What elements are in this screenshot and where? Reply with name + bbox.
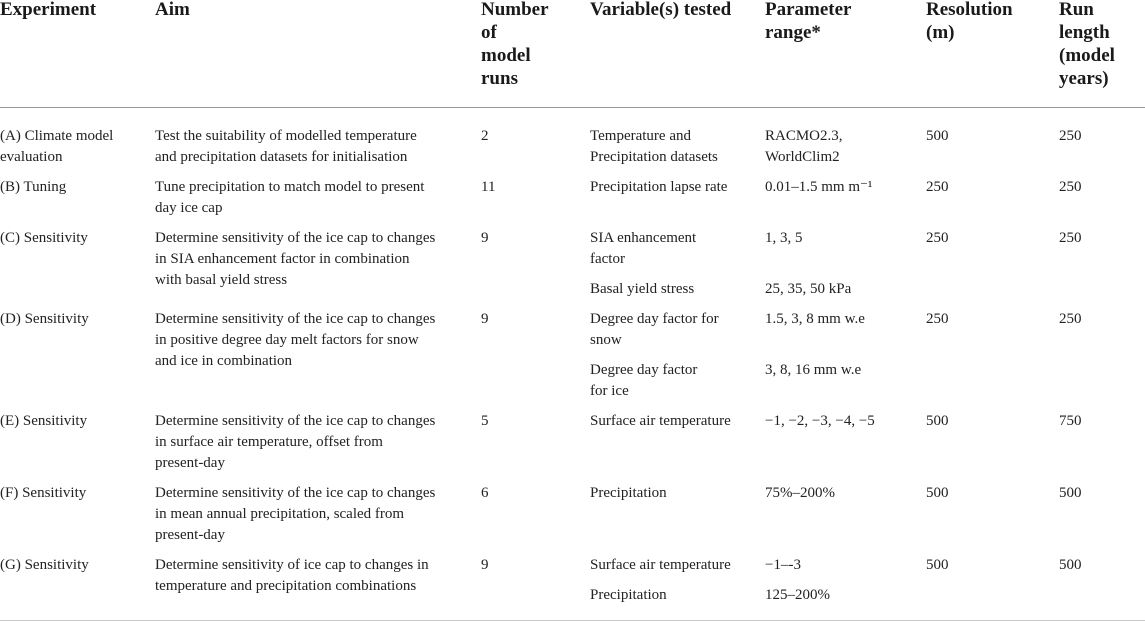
runs-cell — [481, 402, 590, 474]
experiment-cell-text: (C) Sensitivity — [0, 230, 88, 246]
header-param-line: Parameter — [765, 0, 852, 20]
aim-cell-text: and precipitation datasets for initialisation — [155, 149, 408, 165]
runs-cell — [481, 168, 590, 219]
runs-cell — [481, 219, 590, 300]
table-header — [0, 0, 1145, 108]
header-resolution-line: Resolution — [926, 0, 1013, 20]
resolution-cell — [926, 219, 1059, 300]
param-cell — [765, 108, 926, 169]
header-resolution — [926, 0, 1059, 108]
param-cell-text: 125–200% — [765, 587, 830, 603]
variables-cell-text: Temperature and — [590, 128, 691, 144]
experiment-cell — [0, 402, 155, 474]
variables-cell-text: Precipitation — [590, 485, 667, 501]
header-experiment: Experiment — [0, 0, 97, 20]
aim-cell — [155, 168, 481, 219]
runs-cell — [481, 300, 590, 402]
experiment-cell-text: (F) Sensitivity — [0, 485, 87, 501]
runs-cell-text: 9 — [481, 230, 489, 246]
param-cell — [765, 219, 926, 270]
variables-cell — [590, 168, 765, 219]
param-cell-text: −1–-3 — [765, 557, 801, 573]
resolution-cell — [926, 402, 1059, 474]
aim-cell-text: in positive degree day melt factors for snow — [155, 332, 419, 348]
aim-cell-text: Determine sensitivity of the ice cap to changes — [155, 230, 436, 246]
runs-cell-text: 9 — [481, 557, 489, 573]
param-cell — [765, 270, 926, 300]
resolution-cell-text: 500 — [926, 413, 949, 429]
aim-cell-text: temperature and precipitation combinations — [155, 578, 417, 594]
header-runs-line: runs — [481, 68, 518, 89]
header-variables: Variable(s) tested — [590, 0, 732, 20]
aim-cell-text: Tune precipitation to match model to present — [155, 179, 425, 195]
aim-cell — [155, 402, 481, 474]
experiment-cell — [0, 108, 155, 169]
header-runs-line: Number — [481, 0, 549, 20]
resolution-cell — [926, 300, 1059, 402]
resolution-cell — [926, 474, 1059, 546]
aim-cell — [155, 546, 481, 621]
experiment-cell-text: (B) Tuning — [0, 179, 67, 195]
experiment-cell-text: (A) Climate model — [0, 128, 114, 144]
table-row — [0, 546, 1145, 576]
runs-cell — [481, 474, 590, 546]
aim-cell — [155, 219, 481, 300]
table-row — [0, 168, 1145, 219]
experiment-cell — [0, 168, 155, 219]
variables-cell — [590, 219, 765, 270]
param-cell-text: 0.01–1.5 mm m⁻¹ — [765, 179, 873, 195]
aim-cell — [155, 300, 481, 402]
aim-cell-text: Test the suitability of modelled temperature — [155, 128, 417, 144]
table-row — [0, 108, 1145, 169]
param-cell — [765, 474, 926, 546]
header-param-line: range* — [765, 22, 821, 43]
header-runlength-line: length — [1059, 22, 1110, 43]
run-length-cell-text: 250 — [1059, 311, 1082, 327]
run-length-cell-text: 750 — [1059, 413, 1082, 429]
aim-cell-text: and ice in combination — [155, 353, 293, 369]
param-cell — [765, 402, 926, 474]
resolution-cell-text: 250 — [926, 230, 949, 246]
resolution-cell-text: 500 — [926, 128, 949, 144]
variables-cell-text: SIA enhancement — [590, 230, 697, 246]
runs-cell — [481, 546, 590, 621]
param-cell-text: 1.5, 3, 8 mm w.e — [765, 311, 865, 327]
header-runs — [481, 0, 590, 108]
header-param-range — [765, 0, 926, 108]
aim-cell-text: Determine sensitivity of ice cap to changes in — [155, 557, 429, 573]
run-length-cell-text: 500 — [1059, 485, 1082, 501]
table-row — [0, 219, 1145, 270]
aim-cell-text: with basal yield stress — [155, 272, 288, 288]
variables-cell — [590, 576, 765, 621]
aim-cell-text: in mean annual precipitation, scaled from — [155, 506, 405, 522]
resolution-cell-text: 500 — [926, 485, 949, 501]
run-length-cell — [1059, 546, 1145, 621]
variables-cell-text: Precipitation datasets — [590, 149, 718, 165]
variables-cell-text: Precipitation lapse rate — [590, 179, 728, 195]
experiment-cell — [0, 546, 155, 621]
variables-cell — [590, 270, 765, 300]
resolution-cell-text: 500 — [926, 557, 949, 573]
aim-cell-text: Determine sensitivity of the ice cap to changes — [155, 413, 436, 429]
aim-cell-text: present-day — [155, 527, 225, 543]
aim-cell-text: Determine sensitivity of the ice cap to changes — [155, 311, 436, 327]
aim-cell-text: day ice cap — [155, 200, 223, 216]
header-runlength-line: Run — [1059, 0, 1094, 20]
experiment-cell — [0, 219, 155, 300]
header-runlength-line: (model — [1059, 45, 1115, 66]
runs-cell-text: 2 — [481, 128, 489, 144]
variables-cell-text: Precipitation — [590, 587, 667, 603]
variables-cell — [590, 351, 765, 402]
header-row — [0, 0, 1145, 108]
variables-cell-text: Surface air temperature — [590, 413, 731, 429]
variables-cell-text: for ice — [590, 383, 629, 399]
aim-cell-text: present-day — [155, 455, 225, 471]
variables-cell-text: snow — [590, 332, 622, 348]
variables-cell-text: Degree day factor for — [590, 311, 719, 327]
table-row — [0, 402, 1145, 474]
table-row — [0, 474, 1145, 546]
experiment-cell — [0, 474, 155, 546]
experiment-cell-text: (D) Sensitivity — [0, 311, 89, 327]
experiment-cell-text: evaluation — [0, 149, 63, 165]
run-length-cell-text: 250 — [1059, 230, 1082, 246]
header-resolution-line: (m) — [926, 22, 955, 43]
resolution-cell — [926, 168, 1059, 219]
variables-cell-text: factor — [590, 251, 625, 267]
param-cell — [765, 168, 926, 219]
header-run-length — [1059, 0, 1145, 108]
param-cell — [765, 576, 926, 621]
param-cell — [765, 300, 926, 351]
table-row — [0, 300, 1145, 351]
param-cell-text: WorldClim2 — [765, 149, 840, 165]
param-cell — [765, 546, 926, 576]
param-cell-text: 75%–200% — [765, 485, 835, 501]
variables-cell — [590, 108, 765, 169]
run-length-cell — [1059, 219, 1145, 300]
run-length-cell — [1059, 402, 1145, 474]
runs-cell — [481, 108, 590, 169]
table-body — [0, 108, 1145, 621]
variables-cell-text: Basal yield stress — [590, 281, 695, 297]
variables-cell-text: Surface air temperature — [590, 557, 731, 573]
runs-cell-text: 11 — [481, 179, 496, 195]
resolution-cell-text: 250 — [926, 311, 949, 327]
aim-cell — [155, 474, 481, 546]
variables-cell — [590, 402, 765, 474]
param-cell-text: −1, −2, −3, −4, −5 — [765, 413, 875, 429]
header-runs-line: of — [481, 22, 497, 43]
param-cell-text: 1, 3, 5 — [765, 230, 803, 246]
run-length-cell — [1059, 474, 1145, 546]
variables-cell — [590, 546, 765, 576]
variables-cell-text: Degree day factor — [590, 362, 698, 378]
runs-cell-text: 5 — [481, 413, 489, 429]
run-length-cell — [1059, 168, 1145, 219]
run-length-cell — [1059, 108, 1145, 169]
experiment-cell-text: (E) Sensitivity — [0, 413, 88, 429]
run-length-cell-text: 500 — [1059, 557, 1082, 573]
resolution-cell — [926, 108, 1059, 169]
resolution-cell — [926, 546, 1059, 621]
header-aim: Aim — [155, 0, 190, 20]
param-cell — [765, 351, 926, 402]
runs-cell-text: 9 — [481, 311, 489, 327]
param-cell-text: RACMO2.3, — [765, 128, 843, 144]
aim-cell-text: in SIA enhancement factor in combination — [155, 251, 410, 267]
runs-cell-text: 6 — [481, 485, 489, 501]
param-cell-text: 25, 35, 50 kPa — [765, 281, 852, 297]
param-cell-text: 3, 8, 16 mm w.e — [765, 362, 862, 378]
resolution-cell-text: 250 — [926, 179, 949, 195]
experiment-cell — [0, 300, 155, 402]
run-length-cell-text: 250 — [1059, 128, 1082, 144]
header-runs-line: model — [481, 45, 531, 66]
aim-cell-text: Determine sensitivity of the ice cap to changes — [155, 485, 436, 501]
aim-cell-text: in surface air temperature, offset from — [155, 434, 383, 450]
aim-cell — [155, 108, 481, 169]
header-runlength-line: years) — [1059, 68, 1109, 89]
experiment-cell-text: (G) Sensitivity — [0, 557, 89, 573]
run-length-cell-text: 250 — [1059, 179, 1082, 195]
run-length-cell — [1059, 300, 1145, 402]
variables-cell — [590, 300, 765, 351]
variables-cell — [590, 474, 765, 546]
